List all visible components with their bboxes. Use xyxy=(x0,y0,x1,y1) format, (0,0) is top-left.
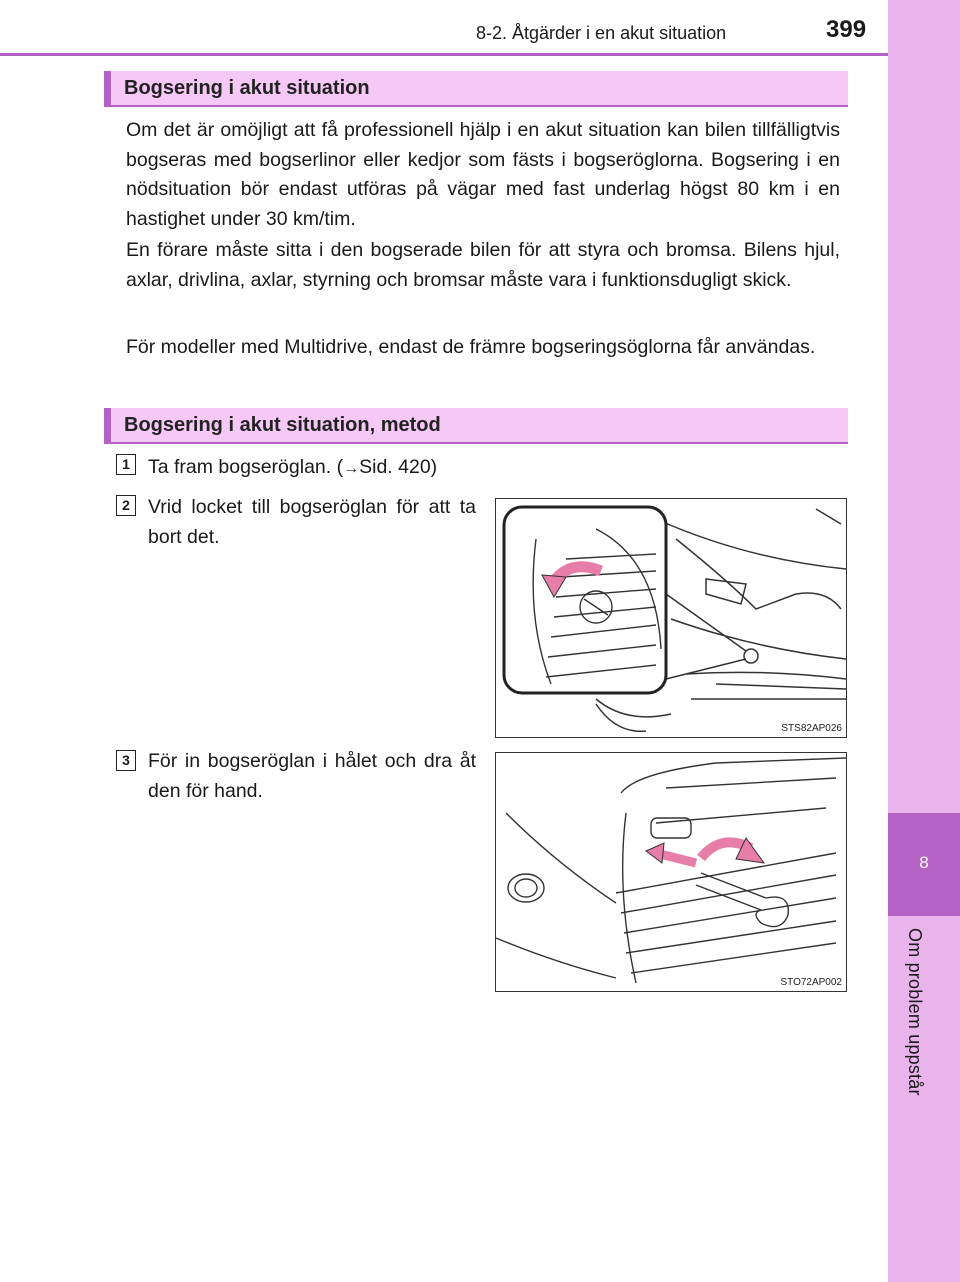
page-number: 399 xyxy=(826,16,867,43)
step-number-3: 3 xyxy=(116,750,136,771)
header-divider xyxy=(0,53,888,56)
figure-remove-cap xyxy=(495,498,847,738)
figure-insert-towing-eye xyxy=(495,752,847,992)
figure-code-1: STS82AP026 xyxy=(781,723,842,734)
page-header-title: 8-2. Åtgärder i en akut situation xyxy=(476,23,727,43)
section-title-2: Bogsering i akut situation, metod xyxy=(124,414,441,436)
section-title-1: Bogsering i akut situation xyxy=(124,77,370,99)
step-text-1 xyxy=(148,452,437,484)
paragraph-2: En förare måste sitta i den bogserade bilen för att styra och bromsa. Bilens hjul, axlar, drivlina, axlar, styrning och bromsar måste vara i funktionsdugligt skick. xyxy=(126,239,840,291)
paragraph-1: Om det är omöjligt att få professionell hjälp i en akut situation kan bilen tillfälligtvis bogseras med bogserlinor eller kedjor som fästs i bogseröglorna. Bogsering i en nödsituation bör endast utföras på vägar med fast underlag högst 80 km i en hastighet under 30 km/tim. xyxy=(126,119,840,230)
page-reference-arrow-icon: → xyxy=(343,460,360,477)
illustration-towing-eye xyxy=(496,753,847,992)
paragraph-3: För modeller med Multidrive, endast de främre bogseringsöglorna får användas. xyxy=(126,336,816,358)
step-1-page-link[interactable]: Sid. 420) xyxy=(359,456,438,478)
step-text-3: För in bogseröglan i hålet och dra åt den för hand. xyxy=(148,750,476,802)
chapter-title: Om problem uppstår xyxy=(905,928,925,1096)
step-text-2: Vrid locket till bogseröglan för att ta bort det. xyxy=(148,496,476,548)
step-number-2: 2 xyxy=(116,495,136,516)
illustration-grille-cap xyxy=(496,499,847,738)
figure-code-2: STO72AP002 xyxy=(780,977,842,988)
section-heading-2 xyxy=(104,408,848,444)
step-number-1: 1 xyxy=(116,454,136,475)
step-1-text-before: Ta fram bogseröglan. ( xyxy=(148,456,344,478)
chapter-number: 8 xyxy=(919,853,929,872)
section-heading-1 xyxy=(104,71,848,107)
